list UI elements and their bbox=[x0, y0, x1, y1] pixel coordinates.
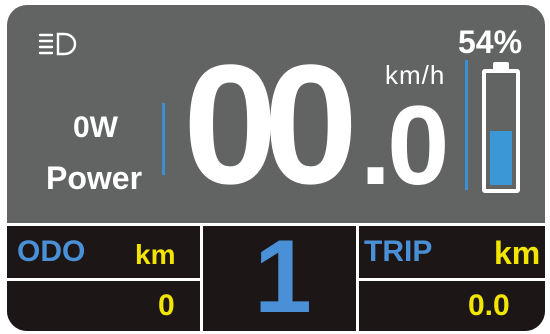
battery-fill bbox=[490, 131, 512, 185]
display-screen bbox=[7, 5, 545, 331]
trip-value: 0.0 bbox=[468, 289, 510, 322]
left-row-divider bbox=[7, 278, 200, 281]
right-row-divider bbox=[359, 278, 545, 281]
assist-level-value: 1 bbox=[254, 219, 312, 331]
trip-unit: km bbox=[494, 235, 541, 271]
trip-label: TRIP bbox=[364, 235, 433, 268]
headlight-icon bbox=[38, 31, 78, 59]
battery-icon bbox=[482, 69, 520, 193]
odo-unit: km bbox=[135, 239, 176, 270]
info-panel bbox=[7, 219, 545, 331]
power-divider bbox=[162, 103, 165, 175]
speed-integer: 00 bbox=[183, 30, 345, 220]
odo-label: ODO bbox=[17, 235, 86, 268]
left-column-divider bbox=[200, 223, 203, 331]
power-value: 0W bbox=[73, 111, 118, 144]
power-label: Power bbox=[46, 160, 143, 196]
speed-unit: km/h bbox=[385, 60, 446, 90]
odo-value: 0 bbox=[158, 289, 175, 322]
speed-divider bbox=[465, 60, 468, 190]
battery-percent: 54% bbox=[458, 24, 523, 60]
right-column-divider bbox=[356, 223, 359, 331]
speed-decimal: .0 bbox=[360, 83, 446, 208]
